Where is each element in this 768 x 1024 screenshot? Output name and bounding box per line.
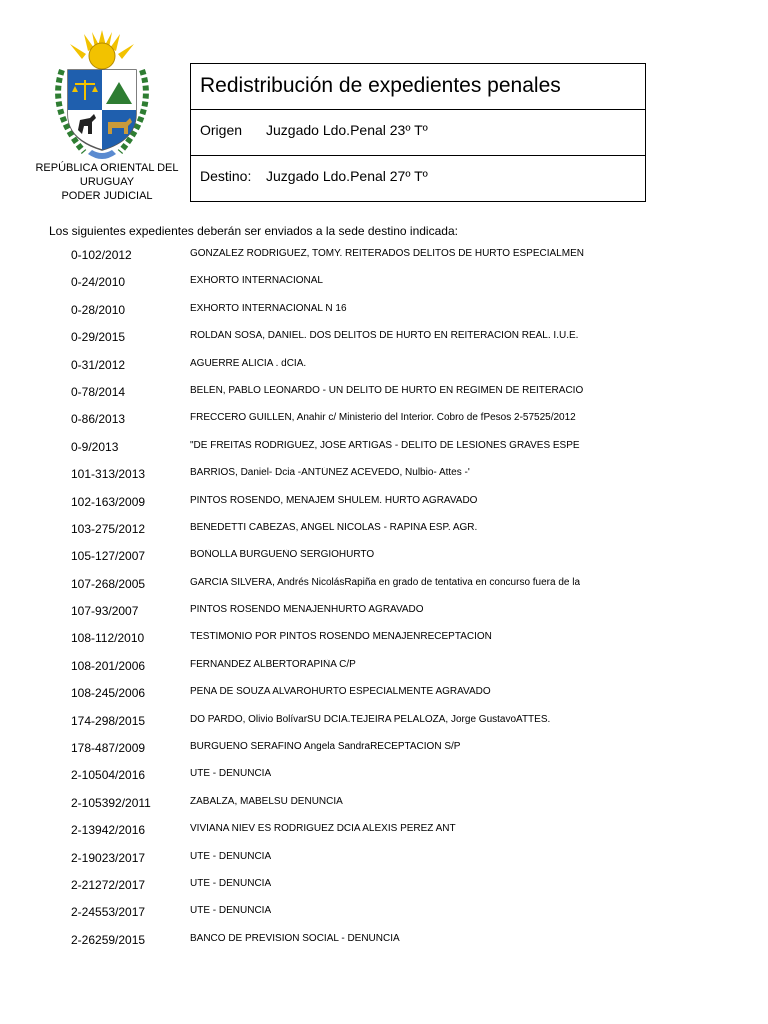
case-description: DO PARDO, Olivio BolívarSU DCIA.TEJEIRA PELALOZA, Jorge GustavoATTES. [190,713,551,725]
case-row [0,245,768,272]
case-number: 0-31/2012 [71,357,126,372]
case-row [0,272,768,299]
case-number: 107-268/2005 [71,576,146,591]
case-number: 0-28/2010 [71,302,126,317]
case-row [0,793,768,820]
org-line-2: URUGUAY [79,176,135,188]
case-number: 174-298/2015 [71,713,146,728]
case-row [0,848,768,875]
case-description: FERNANDEZ ALBERTORAPIÑA C/P [190,658,356,670]
case-row [0,738,768,765]
page-title: Redistribución de expedientes penales [200,74,561,97]
case-description: EXHORTO INTERNACIONAL N 16 [190,302,347,314]
case-description: AGUERRE ALICIA . dCIA. [190,357,307,369]
coat-of-arms-icon [44,30,160,164]
case-number: 2-26259/2015 [71,932,146,947]
case-number: 178-487/2009 [71,741,146,756]
case-description: UTE - DENUNCIA [190,850,272,862]
case-list [0,245,768,957]
case-description: BURGUEÑO SERAFINO Angela SandraRECEPTACION S/P [190,741,461,753]
case-row [0,300,768,327]
case-description: GARCIA SILVERA, Andrés NicolásRapiña en grado de tentativa en concurso fuera de la [190,576,581,588]
case-description: UTE - DENUNCIA [190,768,272,780]
case-number: 2-13942/2016 [71,823,146,838]
case-description: UTE - DENUNCIA [190,877,272,889]
case-number: 101-313/2013 [71,467,146,482]
case-description: BOÑOLLA BURGUEÑO SERGIOHURTO [190,549,375,561]
case-number: 2-21272/2017 [71,877,146,892]
case-description: BELÉN, PABLO LEONARDO - UN DELITO DE HURTO EN RÉGIMEN DE REITERACIÓ [190,384,584,396]
case-number: 107-93/2007 [71,604,139,619]
case-description: "DE FREITAS RODRIGUEZ, JOSE ARTIGAS - DELITO DE LESIONES GRAVES ESPE [190,439,580,451]
case-number: 2-10504/2016 [71,768,146,783]
origin-box [190,109,646,156]
destination-label: Destino: [200,168,252,184]
case-number: 103-275/2012 [71,521,146,536]
case-row [0,464,768,491]
case-description: PEÑA DE SOUZA ALVAROHURTO ESPECIALMENTE AGRAVADO [190,686,491,698]
case-row [0,492,768,519]
case-row [0,601,768,628]
case-description: FRECCERO GUILLEN, Anahir c/ Ministerio del Interior. Cobro de fPesos 2-57525/2012 [190,412,576,424]
case-description: PINTOS ROSENDO, MENAJEM SHULEM. HURTO AGRAVADO [190,494,478,506]
case-number: 108-201/2006 [71,658,146,673]
origin-value: Juzgado Ldo.Penal 23º Tº [266,122,428,138]
case-row [0,711,768,738]
origin-label: Origen [200,122,243,138]
case-row [0,820,768,847]
case-description: EXHORTO INTERNACIONAL [190,275,323,287]
case-number: 0-86/2013 [71,412,126,427]
case-number: 108-245/2006 [71,686,146,701]
case-row [0,765,768,792]
org-line-3: PODER JUDICIAL [61,190,153,202]
case-row [0,382,768,409]
case-number: 0-9/2013 [71,439,119,454]
case-number: 2-24553/2017 [71,905,146,920]
case-row [0,355,768,382]
case-description: ZABALZA, MABELSU DENUNCIA [190,795,343,807]
case-description: BARRIOS, Daniel- Dcia -ANTÚNEZ ACEVEDO, Nulbio- Attes -' [190,467,470,479]
case-number: 2-19023/2017 [71,850,146,865]
case-number: 0-24/2010 [71,275,126,290]
org-line-1: REPÚBLICA ORIENTAL DEL [35,162,179,174]
case-row [0,327,768,354]
case-number: 2-105392/2011 [71,795,151,810]
case-row [0,683,768,710]
case-description: PINTOS ROSENDO MENAJENHURTO AGRAVADO [190,604,424,616]
case-row [0,902,768,929]
case-row [0,875,768,902]
case-row [0,409,768,436]
case-row [0,574,768,601]
case-row [0,519,768,546]
case-description: GONZALEZ RODRIGUEZ, TOMY. REITERADOS DELITOS DE HURTO ESPECIALMEN [190,248,584,259]
case-description: UTE - DENUNCIA [190,905,272,917]
destination-box [190,155,646,202]
case-description: TESTIMONIO POR PINTOS ROSENDO MENAJENRECEPTACION [190,631,492,643]
intro-text: Los siguientes expedientes deberán ser enviados a la sede destino indicada: [49,224,458,238]
case-description: VIVIANA NIEV ES RODRIGUEZ DCIA ALEXIS PEREZ ANT [190,823,456,835]
case-description: BENEDETTI CABEZAS, ANGEL NICOLAS - RAPIÑA ESP. AGR. [190,521,478,533]
case-row [0,437,768,464]
case-description: BANCO DE PREVISION SOCIAL - DENUNCIA [190,932,400,944]
case-number: 108-112/2010 [71,631,145,646]
case-number: 102-163/2009 [71,494,146,509]
title-box [190,63,646,110]
case-row [0,656,768,683]
case-description: ROLDÁN SOSA, DANIEL. DOS DELITOS DE HURTO EN REITERACIÓN REAL. I.U.E. [190,330,579,342]
case-row [0,546,768,573]
case-number: 0-102/2012 [71,248,132,262]
case-row [0,930,768,957]
case-number: 105-127/2007 [71,549,146,564]
case-number: 0-29/2015 [71,330,126,345]
case-row [0,628,768,655]
destination-value: Juzgado Ldo.Penal 27º Tº [266,168,428,184]
organization-name [22,161,192,203]
case-number: 0-78/2014 [71,384,126,399]
